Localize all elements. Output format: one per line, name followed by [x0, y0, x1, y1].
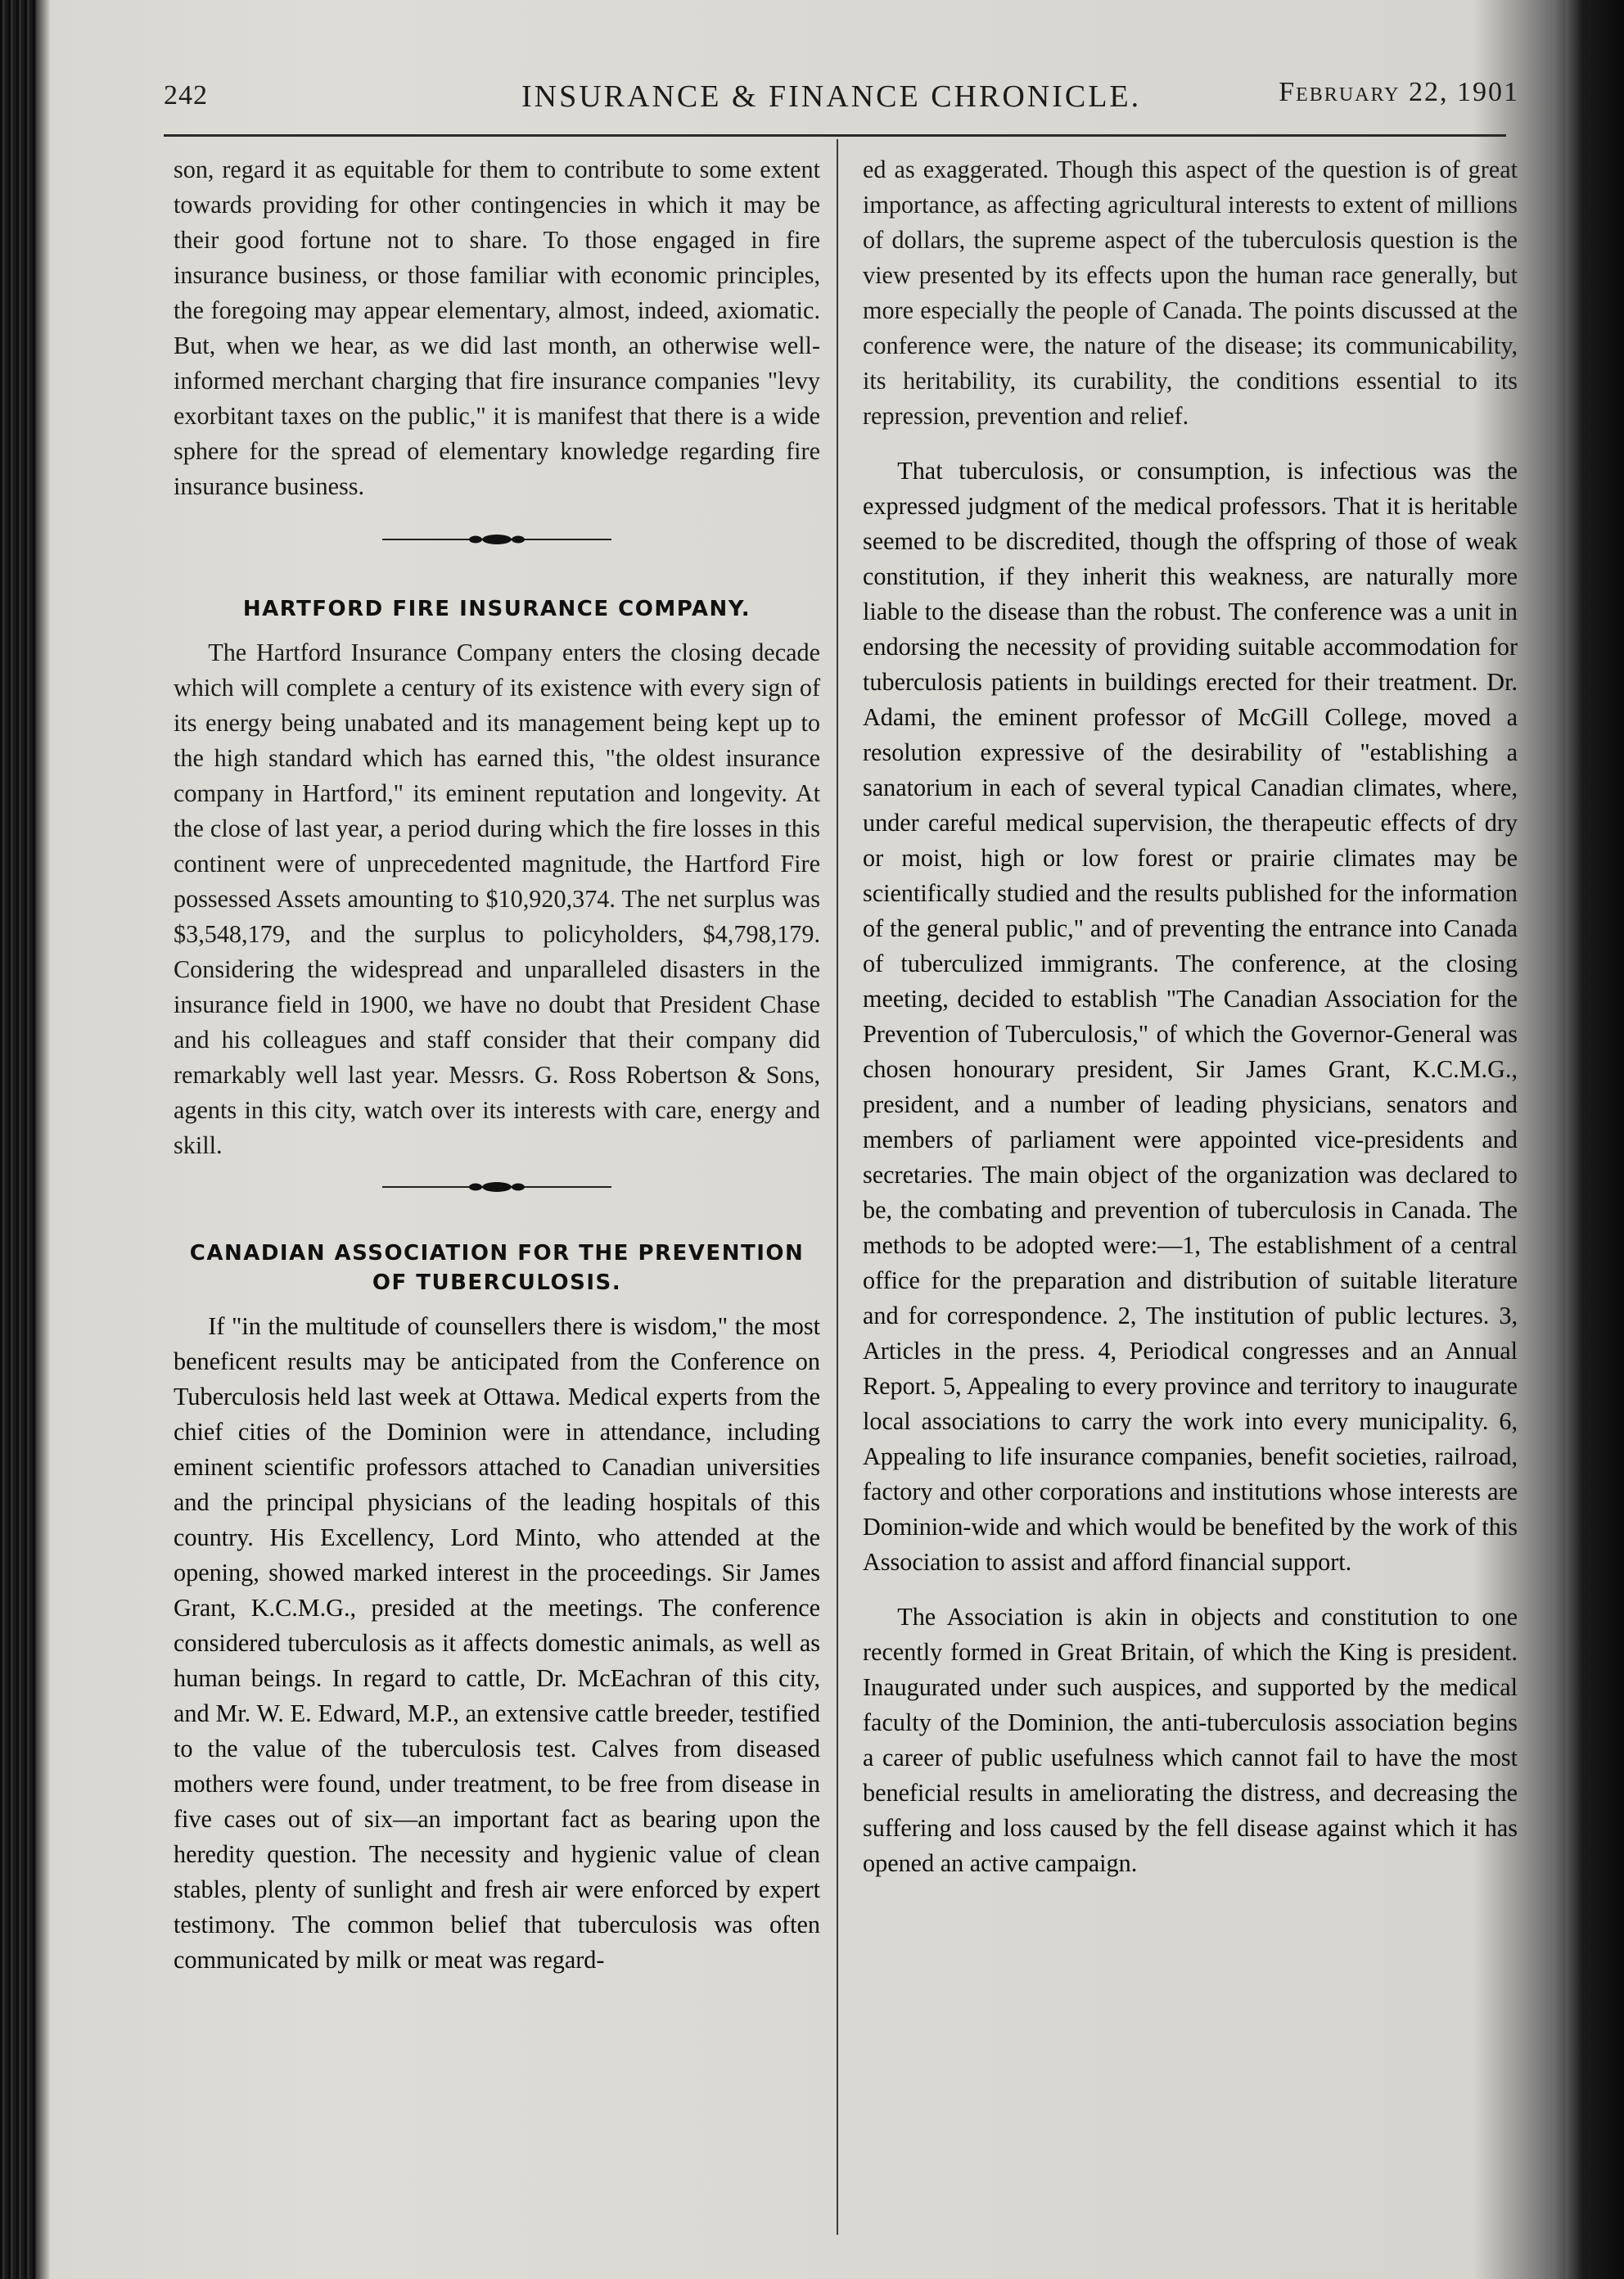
article-continuation-paragraph: son, regard it as equitable for them to contribute to some extent towards providing for other contingencies in which it may be their good fortune not to share. To those engaged in fire insurance business, or those familiar with economic principles, the foregoing may appear elementary, almost, indeed, axiomatic. But, when we hear, as we did last month, an otherwise well-informed merchant charging that fire insurance companies "levy exorbitant taxes on the public," it is manifest that there is a wide sphere for the spread of elementary knowledge regarding fire insurance business.: [174, 156, 820, 500]
hartford-paragraph: The Hartford Insurance Company enters the closing decade which will complete a century of its existence with every sign of its energy being unabated and its management being kept up to the high standard which has earned this, "the oldest insurance company in Hartford," its eminent reputation and longevity. At the close of last year, a period during which the fire losses in this continent were of unprecedented magnitude, the Hartford Fire possessed Assets amounting to $10,920,374. The net surplus was $3,548,179, and the surplus to policyholders, $4,798,179. Considering the widespread and unparalleled disasters in the insurance field in 1900, we have no doubt that President Chase and his colleagues and staff consider that their company did remarkably well last year. Messrs. G. Ross Robertson & Sons, agents in this city, watch over its interests with care, energy and skill.: [174, 639, 820, 1159]
tuberculosis-heading: CANADIAN ASSOCIATION FOR THE PREVENTION OF TUBERCULOSIS.: [189, 1241, 805, 1295]
tuberculosis-paragraph-3: The Association is akin in objects and constitution to one recently formed in Great Britain, of which the King is president. Inaugurated under such auspices, and supported by the medical faculty of the Dominion, the anti-tuberculosis association begins a career of public usefulness which cannot fail to have the most beneficial results in ameliorating the distress, and decreasing the suffering and loss caused by the fell disease against which it has opened an active campaign.: [863, 1603, 1518, 1877]
tuberculosis-continuation-paragraph: ed as exaggerated. Though this aspect of the question is of great importance, as affecting agricultural interests to extent of millions of dollars, the supreme aspect of the tuberculosis question is the view presented by its effects upon the human race generally, but more especially the people of Canada. The points discussed at the conference were, the nature of the disease; its communicability, its heritability, its curability, the conditions essential to its repression, prevention and relief.: [863, 156, 1518, 430]
header-rule: [164, 134, 1506, 137]
column-divider: [837, 139, 838, 2235]
section-divider-ornament-icon: [382, 1180, 611, 1194]
right-column: [863, 152, 1518, 1881]
issue-date: February 22, 1901: [1279, 77, 1519, 107]
newspaper-page: [164, 72, 1539, 2241]
left-column: [174, 152, 820, 1978]
binding-edge-left: [0, 0, 36, 2279]
tuberculosis-paragraph: If "in the multitude of counsellers there is wisdom," the most beneficent results may be anticipated from the Conference on Tuberculosis held last week at Ottawa. Medical experts from the chief cities of the Dominion were in attendance, including eminent scientific professors attached to Canadian universities and the principal physicians of the leading hospitals of this country. His Excellency, Lord Minto, who attended at the opening, showed marked interest in the proceedings. Sir James Grant, K.C.M.G., presided at the meetings. The conference considered tuberculosis as it affects domestic animals, as well as human beings. In regard to cattle, Dr. McEachran of this city, and Mr. W. E. Edward, M.P., an extensive cattle breeder, testified to the value of the tuberculosis test. Calves from diseased mothers were found, under treatment, to be free from disease in five cases out of six—an important fact as bearing upon the heredity question. The necessity and hygienic value of clean stables, plenty of sunlight and fresh air were enforced by expert testimony. The common belief that tuberculosis was often communicated by milk or meat was regard-: [174, 1312, 820, 1974]
tuberculosis-paragraph-2: That tuberculosis, or consumption, is infectious was the expressed judgment of the medical professors. That it is heritable seemed to be discredited, though the offspring of those of weak constitution, if they inherit this weakness, are naturally more liable to the disease than the robust. The conference was a unit in endorsing the necessity of providing suitable accommodation for tuberculosis patients in buildings erected for their treatment. Dr. Adami, the eminent professor of McGill College, moved a resolution expressive of the desirability of "establishing a sanatorium in each of several typical Canadian climates, where, under careful medical supervision, the therapeutic effects of dry or moist, high or low forest or prairie climates may be scientifically studied and the results published for the information of the general public," and of preventing the entrance into Canada of tuberculized immigrants. The conference, at the closing meeting, decided to establish "The Canadian Association for the Prevention of Tuberculosis," of which the Governor-General was chosen honourary president, Sir James Grant, K.C.M.G., president, and a number of leading physicians, senators and members of parliament were appointed vice-presidents and secretaries. The main object of the organization was declared to be, the combating and prevention of tuberculosis in Canada. The methods to be adopted were:—1, The establishment of a central office for the preparation and distribution of suitable literature and for correspondence. 2, The institution of public lectures. 3, Articles in the press. 4, Periodical congresses and an Annual Report. 5, Appealing to every province and territory to inaugurate local associations to carry the work into every municipality. 6, Appealing to life insurance companies, benefit societies, railroad, factory and other corporations and institutions whose interests are Dominion-wide and which would be benefited by the work of this Association to assist and afford financial support.: [863, 457, 1518, 1576]
page-number: 242: [164, 80, 208, 111]
page-edge-right: [1565, 0, 1624, 2279]
section-divider-ornament-icon: [382, 532, 611, 547]
journal-title: INSURANCE & FINANCE CHRONICLE.: [521, 79, 1142, 114]
running-head: [164, 72, 1539, 121]
hartford-heading: HARTFORD FIRE INSURANCE COMPANY.: [242, 597, 751, 621]
